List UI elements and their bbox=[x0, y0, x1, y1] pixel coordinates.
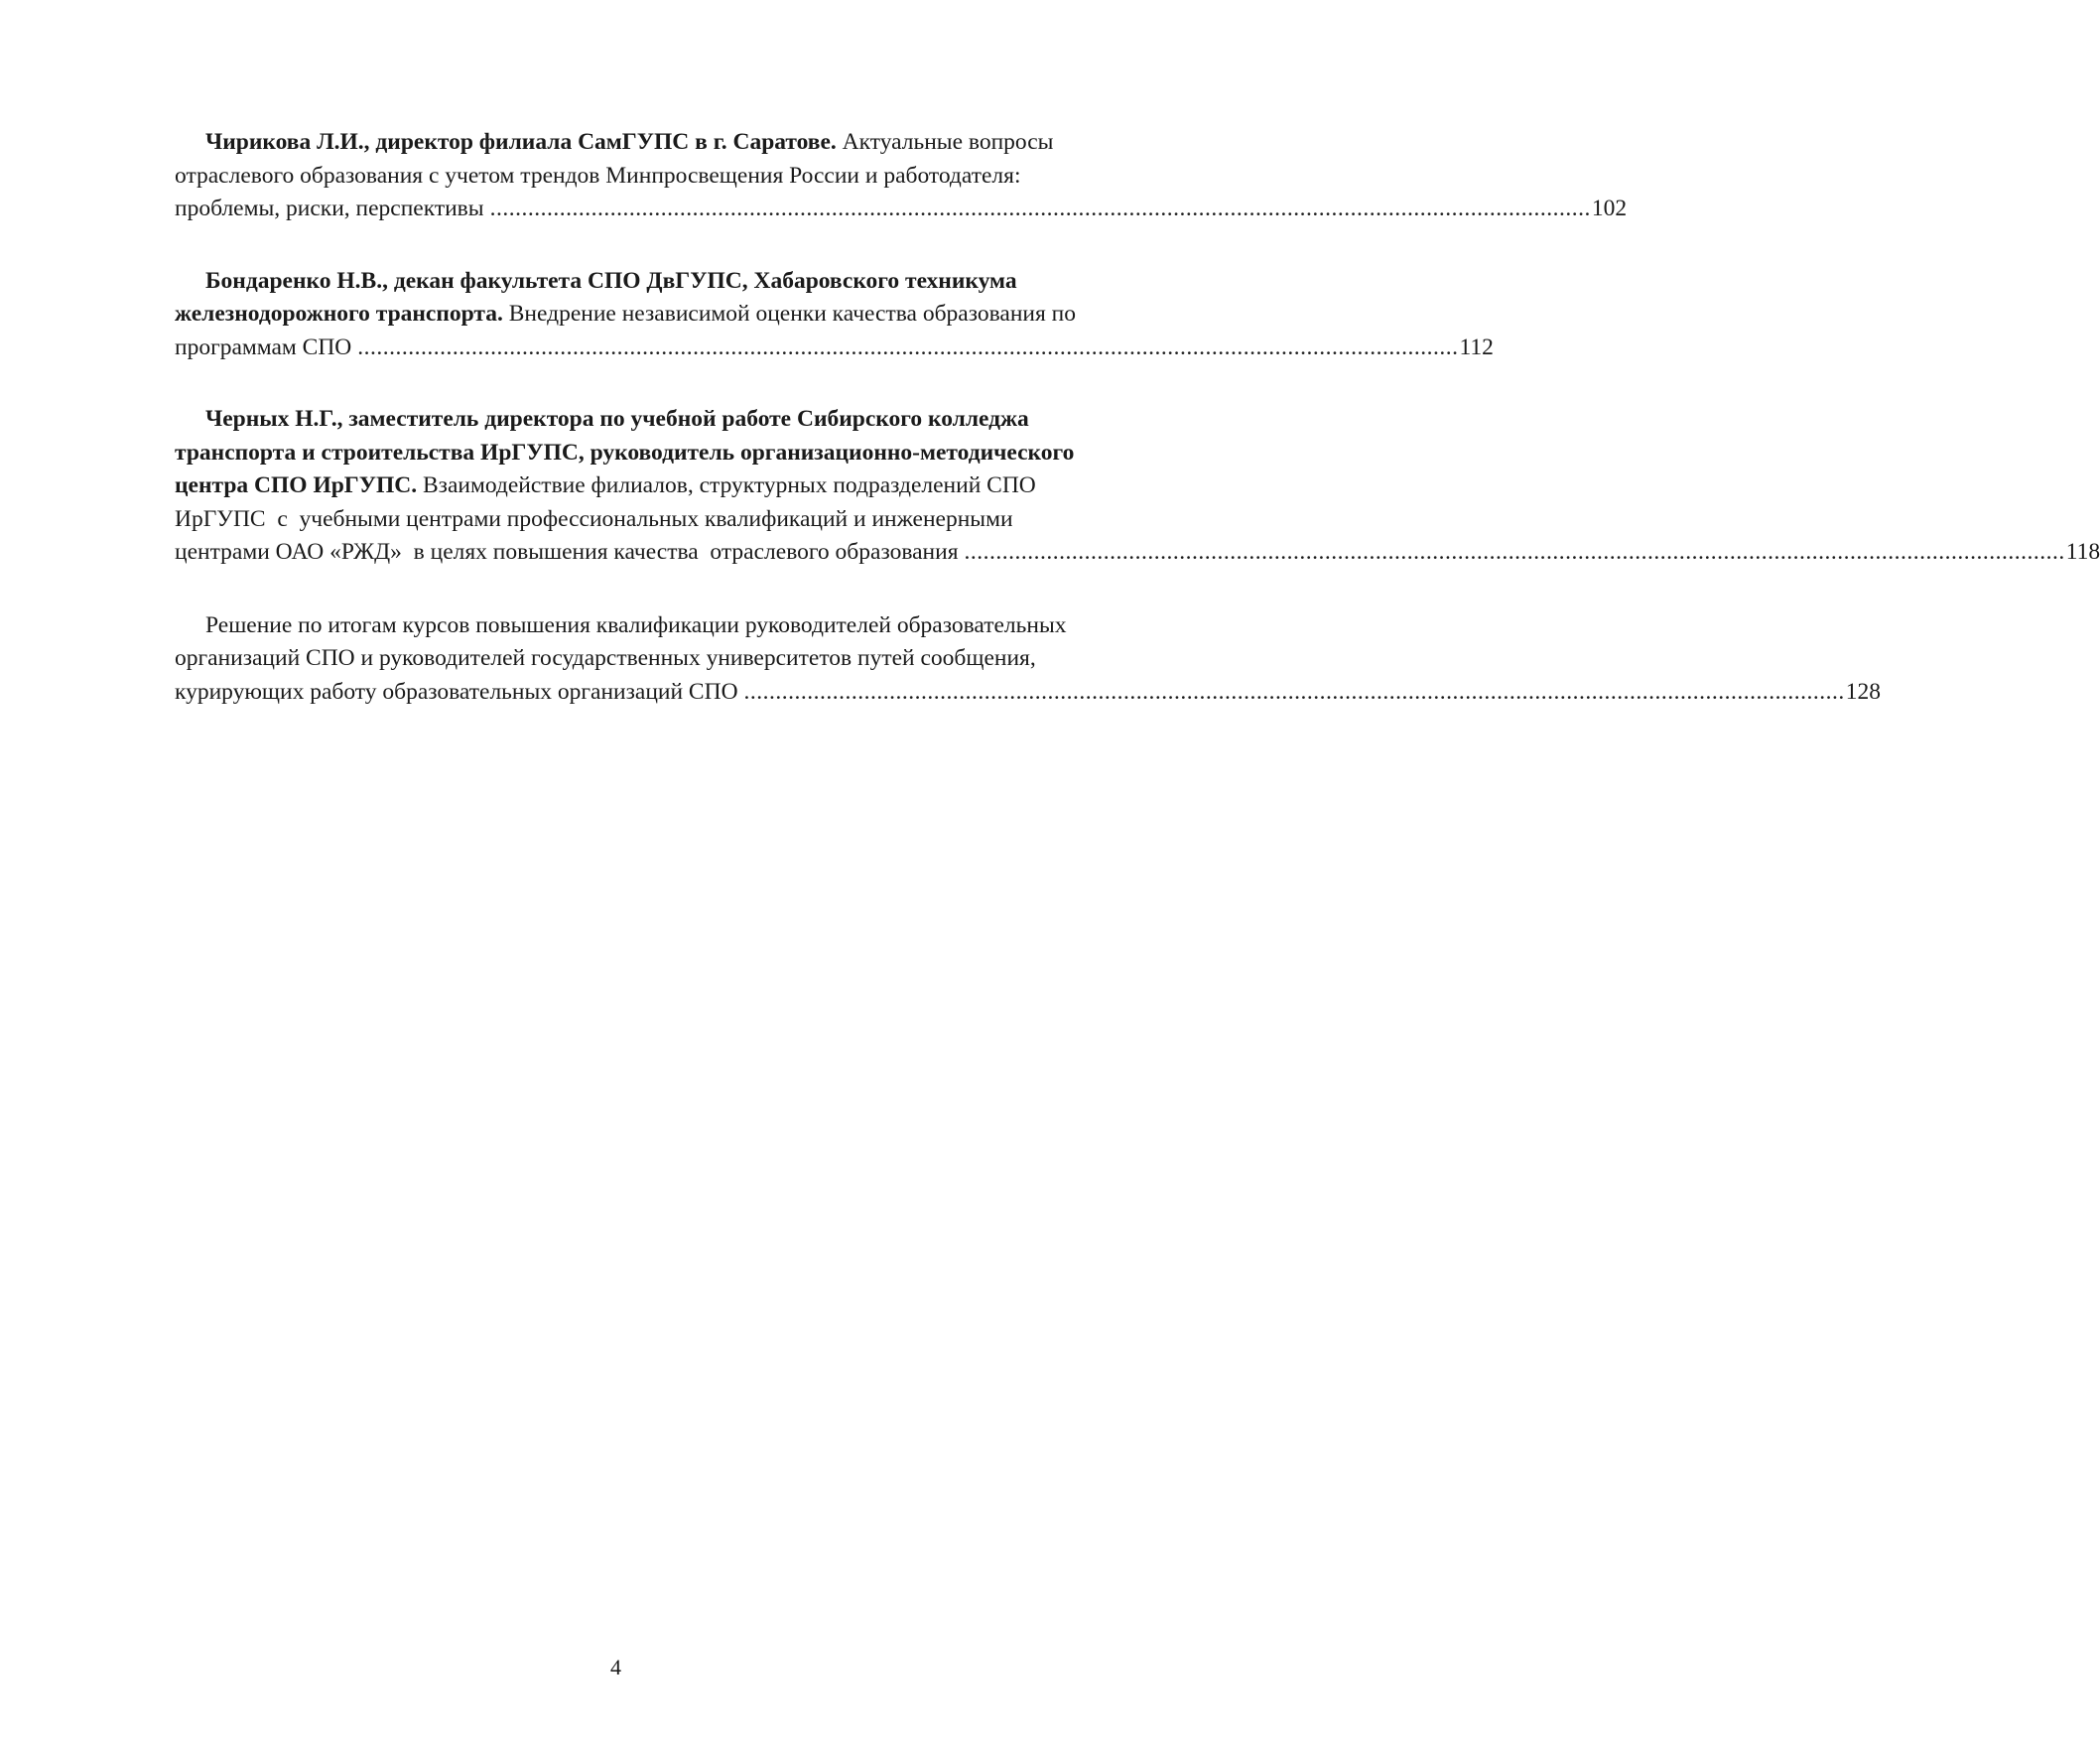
dot-leader: .............................................................................................................................................................................. bbox=[964, 539, 2065, 565]
toc-entry bbox=[175, 403, 2100, 570]
dot-leader: .............................................................................................................................................................................. bbox=[743, 678, 1845, 705]
dot-leader: .............................................................................................................................................................................. bbox=[489, 196, 1591, 221]
page-number: 4 bbox=[610, 1655, 621, 1679]
toc-line bbox=[175, 298, 1131, 332]
toc-author: Чирикова Л.И., директор филиала СамГУПС в г. Саратове. bbox=[205, 129, 837, 155]
dot-leader: .............................................................................................................................................................................. bbox=[357, 334, 1459, 360]
toc-author: Черных Н.Г., заместитель директора по учебной работе Сибирского колледжа bbox=[205, 406, 1029, 432]
toc-author: железнодорожного транспорта. bbox=[175, 301, 503, 327]
toc-page-number: 128 bbox=[1845, 678, 1882, 705]
toc-title: Актуальные вопросы bbox=[842, 129, 1054, 155]
toc-author: Бондаренко Н.В., декан факультета СПО ДвГУПС, Хабаровского техникума bbox=[205, 267, 1017, 294]
toc-leader-line bbox=[175, 193, 1628, 226]
toc-title: проблемы, риски, перспективы bbox=[175, 196, 484, 221]
toc-entry bbox=[175, 126, 1628, 226]
toc-line bbox=[175, 469, 1131, 503]
toc-line bbox=[175, 126, 1131, 160]
toc-title: Внедрение независимой оценки качества образования по bbox=[508, 301, 1077, 327]
toc-title: программам СПО bbox=[175, 334, 352, 360]
toc-leader-line bbox=[175, 536, 2100, 570]
toc-title: ИрГУПС с учебными центрами профессиональных квалификаций и инженерными bbox=[175, 505, 1013, 532]
toc-page-number: 102 bbox=[1591, 196, 1628, 221]
toc-leader-line bbox=[175, 676, 1882, 710]
toc-title: центрами ОАО «РЖД» в целях повышения качества отраслевого образования bbox=[175, 539, 959, 565]
toc-entry bbox=[175, 265, 1494, 365]
toc-author: транспорта и строительства ИрГУПС, руководитель организационно-методического bbox=[175, 439, 1075, 466]
table-of-contents bbox=[175, 126, 2100, 747]
toc-entry bbox=[175, 609, 1882, 710]
toc-title: Взаимодействие филиалов, структурных подразделений СПО bbox=[423, 472, 1036, 498]
toc-author: центра СПО ИрГУПС. bbox=[175, 472, 418, 498]
toc-title: организаций СПО и руководителей государственных университетов путей сообщения, bbox=[175, 645, 1036, 671]
toc-leader-line bbox=[175, 332, 1494, 365]
toc-title: курирующих работу образовательных организаций СПО bbox=[175, 678, 738, 705]
toc-title: отраслевого образования с учетом трендов Минпросвещения России и работодателя: bbox=[175, 162, 1021, 189]
toc-page-number: 112 bbox=[1459, 334, 1494, 360]
toc-title: Решение по итогам курсов повышения квалификации руководителей образовательных bbox=[205, 611, 1067, 638]
toc-page-number: 118 bbox=[2065, 539, 2100, 565]
